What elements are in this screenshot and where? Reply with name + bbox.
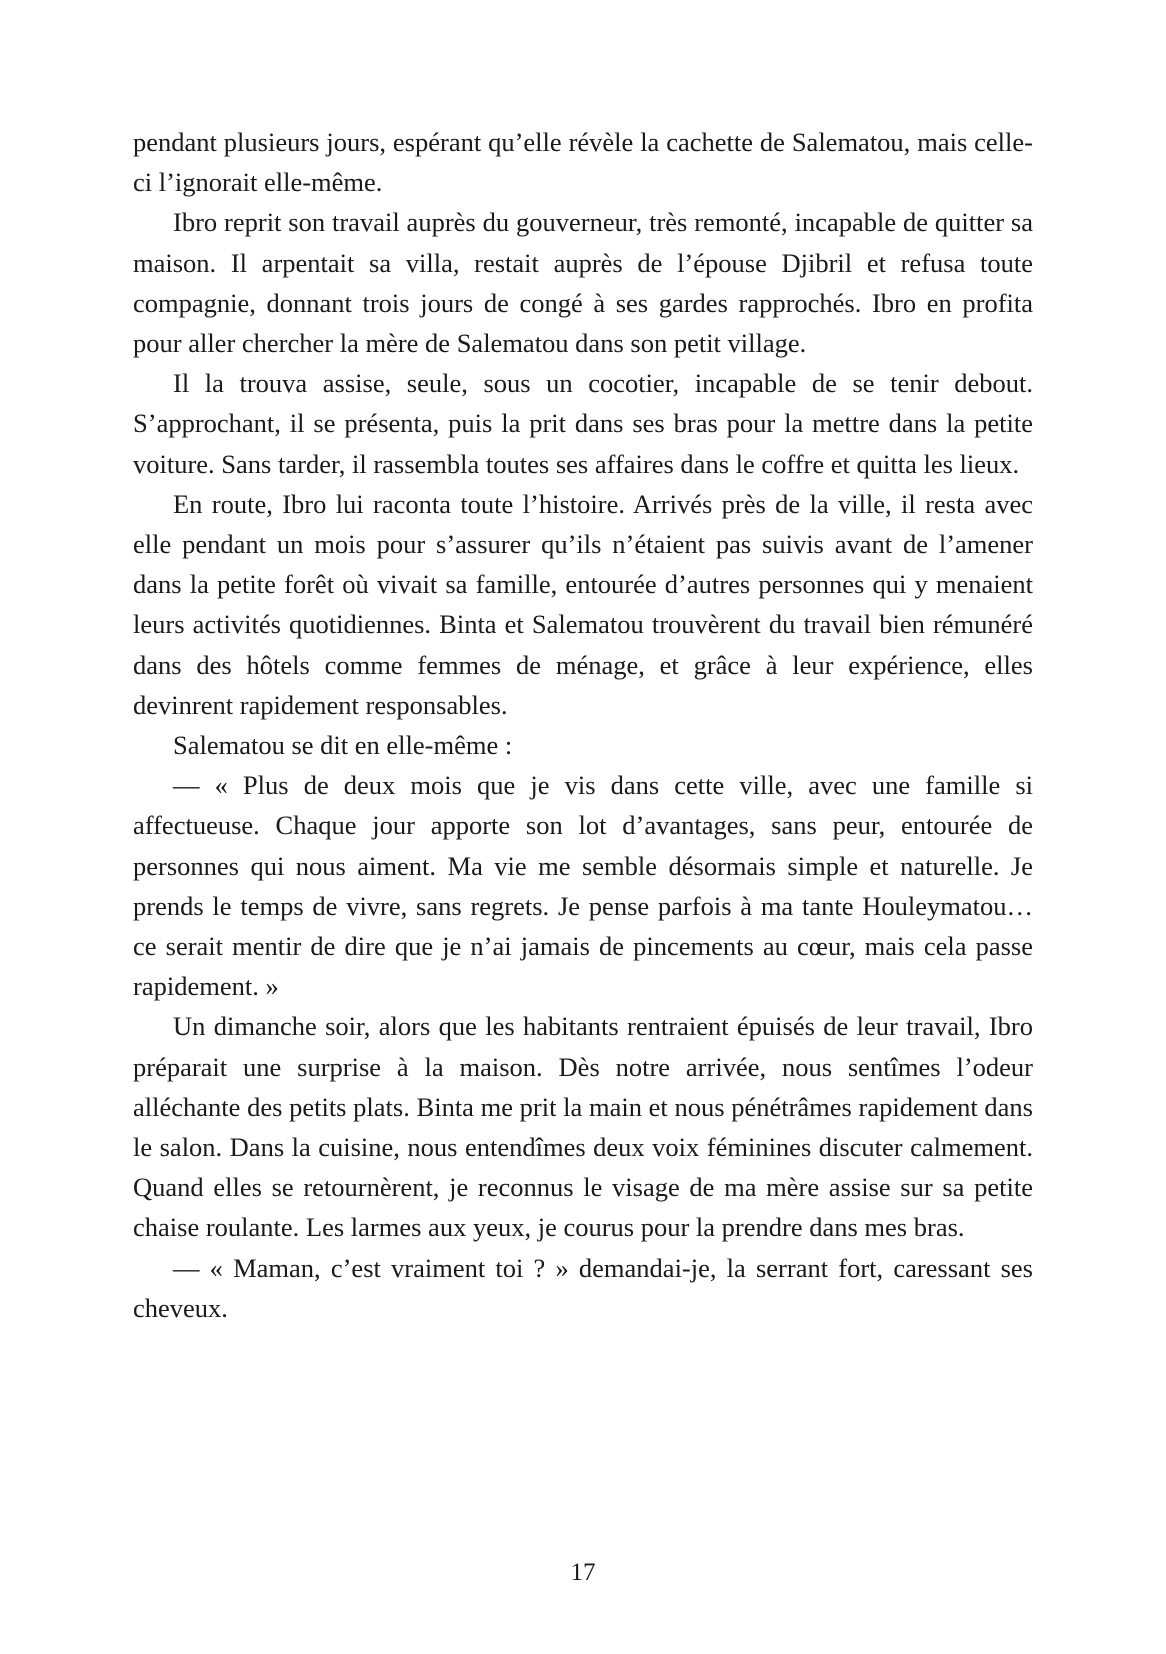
- paragraph-ibro-work: Ibro reprit son travail auprès du gouverneur, très remonté, incapable de quitter sa maison. Il arpentait sa villa, restait auprès de l’épouse Djibril et refusa toute compagnie, donnant trois jours de congé à ses gardes rapprochés. Ibro en profita pour aller chercher la mère de Salematou dans son petit village.: [133, 207, 1033, 359]
- paragraph-continuation: pendant plusieurs jours, espérant qu’elle révèle la cachette de Salematou, mais celle-ci l’ignorait elle-même.: [133, 127, 1033, 198]
- paragraph-sunday-evening: Un dimanche soir, alors que les habitants rentraient épuisés de leur travail, Ibro préparait une surprise à la maison. Dès notre arrivée, nous sentîmes l’odeur alléchante des petits plats. Binta me prit la main et nous pénétrâmes rapidement dans le salon. Dans la cuisine, nous entendîmes deux voix féminines discuter calmement. Quand elles se retournèrent, je reconnus le visage de ma mère assise sur sa petite chaise roulante. Les larmes aux yeux, je courus pour la prendre dans mes bras.: [133, 1011, 1033, 1243]
- page-body: [133, 122, 1033, 1328]
- page-number: 17: [570, 1559, 596, 1586]
- paragraph-salematou-thinks: Salematou se dit en elle-même :: [173, 730, 513, 761]
- paragraph-found-mother: Il la trouva assise, seule, sous un cocotier, incapable de se tenir debout. S’approchant, il se présenta, puis la prit dans ses bras pour la mettre dans la petite voiture. Sans tarder, il rassembla toutes ses affaires dans le coffre et quitta les lieux.: [133, 368, 1033, 479]
- paragraph-inner-monologue: — « Plus de deux mois que je vis dans cette ville, avec une famille si affectueuse. Chaque jour apporte son lot d’avantages, sans peur, entourée de personnes qui nous aiment. Ma vie me semble désormais simple et naturelle. Je prends le temps de vivre, sans regrets. Je pense parfois à ma tante Houleymatou… ce serait mentir de dire que je n’ai jamais de pincements au cœur, mais cela passe rapidement. »: [133, 770, 1033, 1002]
- paragraph-maman-dialogue: — « Maman, c’est vraiment toi ? » demandai-je, la serrant fort, caressant ses cheveux.: [133, 1252, 1033, 1323]
- paragraph-en-route: En route, Ibro lui raconta toute l’histoire. Arrivés près de la ville, il resta avec elle pendant un mois pour s’assurer qu’ils n’étaient pas suivis avant de l’amener dans la petite forêt où vivait sa famille, entourée d’autres personnes qui y menaient leurs activités quotidiennes. Binta et Salematou trouvèrent du travail bien rémunéré dans des hôtels comme femmes de ménage, et grâce à leur expérience, elles devinrent rapidement responsables.: [133, 488, 1033, 720]
